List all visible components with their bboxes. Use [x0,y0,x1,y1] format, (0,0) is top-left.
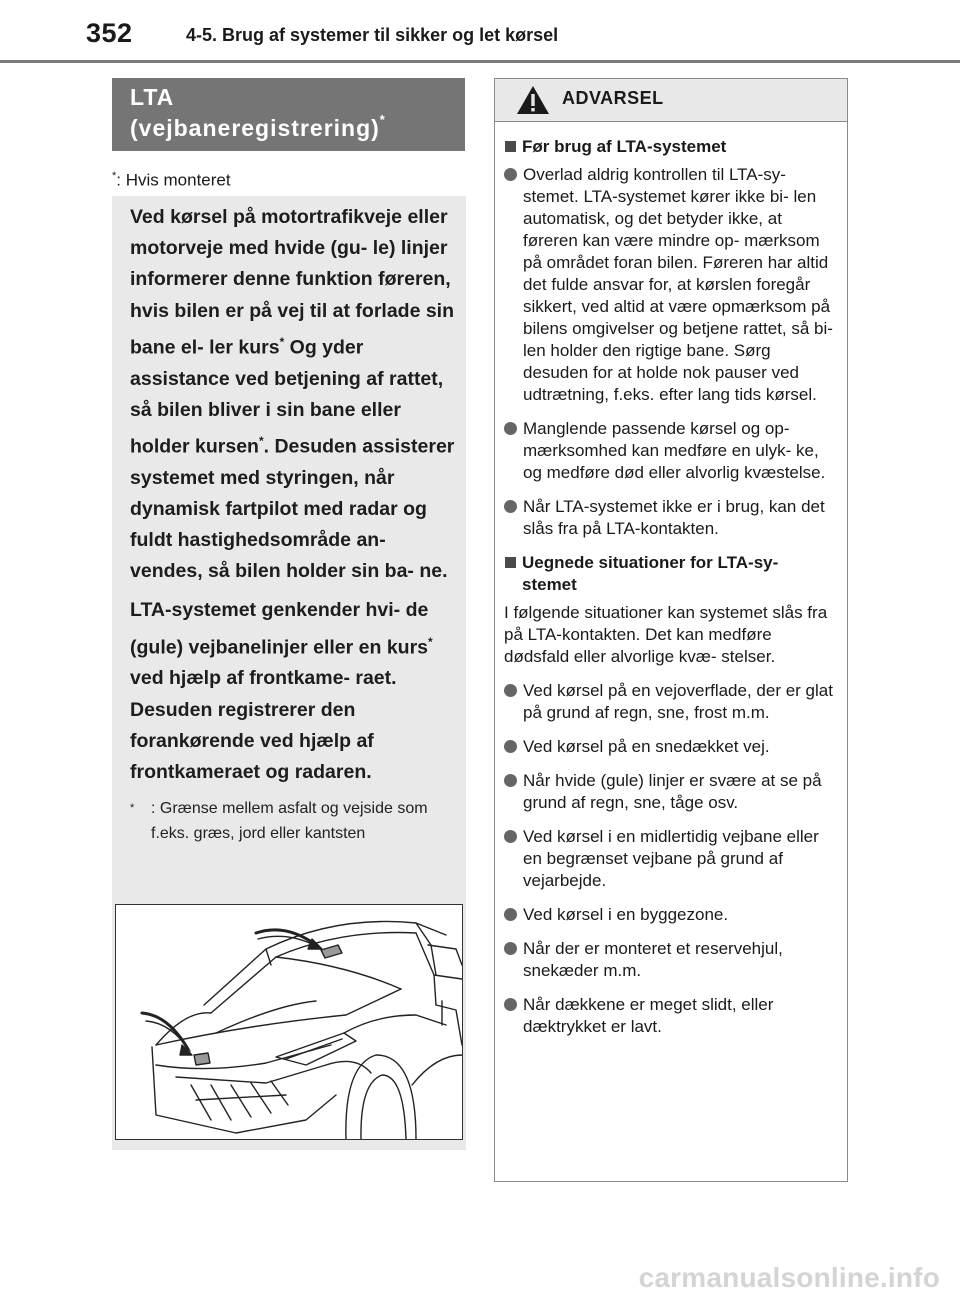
list-item-text: Når LTA-systemet ikke er i brug, kan det slås fra på LTA-kontakten. [523,497,825,538]
list-item-text: Ved kørsel i en midlertidig vejbane eller en begrænset vejbane på grund af vejarbejde. [523,827,819,890]
summary-paragraph-1 [122,202,456,587]
list-item-text: Ved kørsel i en byggezone. [523,905,729,924]
summary-text: LTA-systemet genkender hvi- de (gule) vejbanelinjer eller en kurs [130,599,429,659]
list-item [504,496,837,540]
car-illustration [115,904,463,1140]
bullet-dot-icon [504,168,517,181]
list-item-text: Når der er monteret et reservehjul, snekæder m.m. [523,939,783,980]
list-item [504,736,837,758]
fitted-note [112,170,231,191]
list-item-text: Overlad aldrig kontrollen til LTA-sy- stemet. LTA-systemet kører ikke bi- len automatisk, og det betyder ikke, at føreren kan være mindre op- mærksom på området foran bilen. Føreren har altid det fulde ansvar for, at kørslen foregår sikkert, ved altid at være opmærksom på bilens omgivelser og betjene rattet, så bi- len holder den rigtige bane. Sørg desuden for at holde nok pauser ved udtrætning, f.eks. efter lang tids kørsel. [523,165,833,404]
bullet-dot-icon [504,830,517,843]
footnote [130,796,456,846]
section-title-box [112,78,465,151]
list-item [504,164,837,406]
bullet-dot-icon [504,942,517,955]
warning-heading-text: Før brug af LTA-systemet [522,137,727,156]
warning-heading-text: Uegnede situationer for LTA-sy- stemet [522,553,779,594]
footnote-text: : Grænse mellem asfalt og vejside som f.eks. græs, jord eller kantsten [151,800,428,843]
list-item [504,418,837,484]
warning-heading [504,552,837,596]
warning-triangle-icon [516,85,550,120]
section-title-line2 [130,113,465,144]
warning-paragraph: I følgende situationer kan systemet slås fra på LTA-kontakten. Det kan medføre dødsfald eller alvorlige kvæ- stelser. [504,603,828,666]
car-front-camera-radar-icon [116,905,462,1139]
watermark: carmanualsonline.info [638,1262,940,1293]
warning-header [495,79,847,122]
list-item [504,680,837,724]
warning-box [494,78,848,1182]
summary-text: Og yder assistance ved betjening af rattet, så bilen bliver i sin bane eller holder kursen [130,336,444,458]
header-divider [0,60,960,63]
list-item [504,826,837,892]
list-item-text: Når hvide (gule) linjer er svære at se på grund af regn, sne, tåge osv. [523,771,822,812]
asterisk: * [130,802,135,815]
list-item [504,994,837,1038]
bullet-dot-icon [504,998,517,1011]
list-item [504,938,837,982]
asterisk: * [279,334,285,349]
list-item-text: Ved kørsel på en vejoverflade, der er glat på grund af regn, sne, frost m.m. [523,681,833,722]
fitted-note-mark: * [112,170,117,182]
warning-title: ADVARSEL [562,88,664,108]
asterisk: * [428,634,433,649]
summary-text: Ved kørsel på motortrafikveje eller motorveje med hvide (gu- le) linjer informerer denne funktion føreren, hvis bilen er på vej til at forlade sin bane el- ler kurs [130,206,455,359]
bullet-dot-icon [504,740,517,753]
list-item [504,904,837,926]
asterisk: * [258,433,264,448]
warning-body [495,122,847,1038]
list-item-text: Når dækkene er meget slidt, eller dæktrykket er lavt. [523,995,774,1036]
fitted-note-text: : Hvis monteret [116,170,231,190]
section-title-text: (vejbaneregistrering) [130,115,380,141]
chapter-title: 4-5. Brug af systemer til sikker og let kørsel [186,25,559,45]
list-item-text: Ved kørsel på en snedækket vej. [523,737,770,756]
bullet-dot-icon [504,684,517,697]
section-title-line1: LTA [130,84,175,110]
warning-heading [504,136,837,158]
footnote-mark [130,796,151,846]
page-number: 352 [86,18,133,48]
square-bullet-icon [505,141,516,152]
list-item-text: Manglende passende kørsel og op- mærksomhed kan medføre en ulyk- ke, og medføre død eller alvorlig kvæstelse. [523,419,826,482]
summary-text: . Desuden assisterer systemet med styringen, når dynamisk fartpilot med radar og fuldt hastighedsområde an- vendes, så bilen holder sin ba- ne. [130,435,455,583]
list-item [504,770,837,814]
bullet-dot-icon [504,500,517,513]
section-title-star: * [379,112,386,127]
bullet-dot-icon [504,422,517,435]
summary-text: ved hjælp af frontkame- raet. Desuden registrerer den forankørende ved hjælp af frontkameraet og radaren. [130,667,397,783]
square-bullet-icon [505,557,516,568]
bullet-dot-icon [504,908,517,921]
bullet-dot-icon [504,774,517,787]
summary-paragraph-2 [122,595,456,788]
